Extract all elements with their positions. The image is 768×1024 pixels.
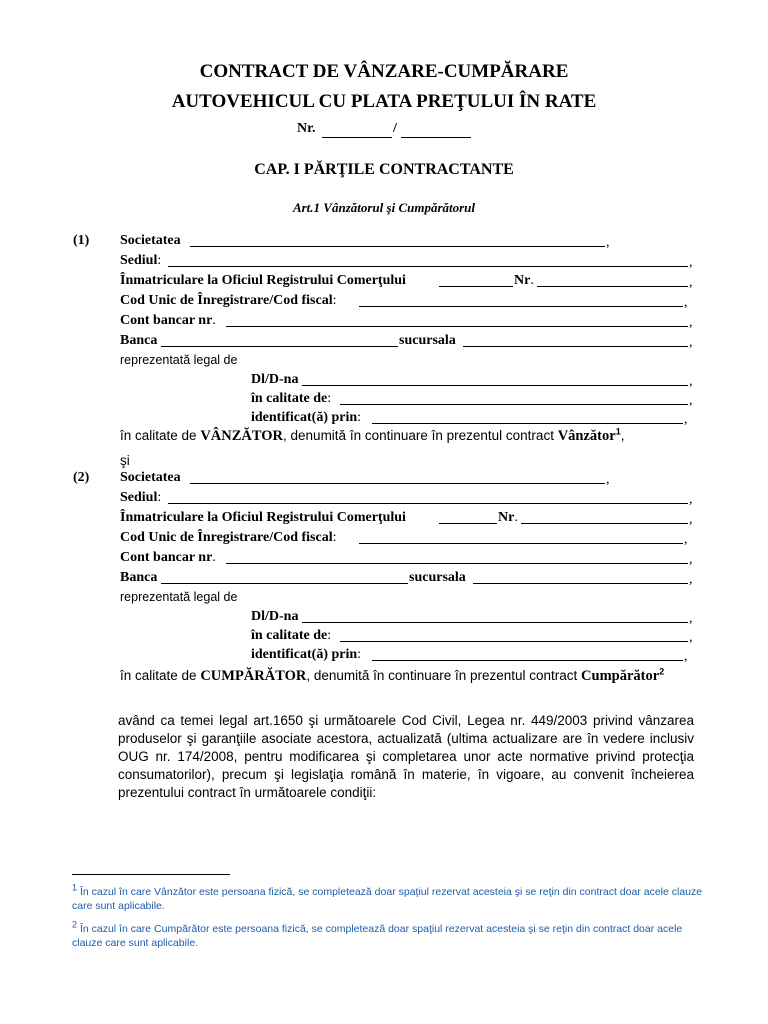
chapter-title: CAP. I PĂRŢILE CONTRACTANTE xyxy=(254,161,514,178)
party-2-calitate-comma: , xyxy=(689,630,693,645)
legal-basis-paragraph: având ca temei legal art.1650 şi următoarele Cod Civil, Legea nr. 449/2003 privind vânzarea produselor şi garanţiile asociate acestora, actualizată (ultima actualizare are în vedere inclusiv OUG nr. 174/2008, pentru modificarea şi completarea unor acte normative privind protecţia consumatorilor), precum şi legislaţia română în materie, în vigoare, au convenit încheierea prezentului contract în următoarele condiţii: xyxy=(118,713,694,800)
party-2-cont-label: Cont bancar nr. xyxy=(120,550,216,565)
party-2-nr-comma: , xyxy=(689,512,693,527)
party-2-societatea-label: Societatea xyxy=(120,470,181,485)
party-1-role: VÂNZĂTOR xyxy=(200,428,284,444)
party-2-sucursala-comma: , xyxy=(689,572,693,587)
party-2-sucursala-field[interactable] xyxy=(473,583,688,584)
party-1-cont-label: Cont bancar nr. xyxy=(120,313,216,328)
party-2-cont-field[interactable] xyxy=(226,563,688,564)
party-1-number: (1) xyxy=(73,233,90,248)
footnote-1-mark: 1 xyxy=(72,882,78,893)
party-1-identificat-field[interactable] xyxy=(372,423,683,424)
party-2-sucursala-label: sucursala xyxy=(409,570,466,585)
party-1-societatea-field[interactable] xyxy=(190,246,605,247)
party-2-inmatriculare-field[interactable] xyxy=(439,523,497,524)
party-2-role-short: Cumpărător xyxy=(581,668,660,684)
party-1-cui-label: Cod Unic de Înregistrare/Cod fiscal: xyxy=(120,293,337,308)
contract-number-label: Nr. xyxy=(297,121,316,136)
party-1-banca-label: Banca xyxy=(120,333,158,348)
document-title-line-1: CONTRACT DE VÂNZARE-CUMPĂRARE xyxy=(199,61,569,82)
party-2-calitate-label: în calitate de: xyxy=(251,628,332,643)
and-word: şi xyxy=(120,453,130,468)
party-1-nr-label: Nr. xyxy=(514,273,534,288)
party-1-identificat-label: identificat(ă) prin: xyxy=(251,410,362,425)
footnote-2 xyxy=(72,919,712,950)
party-1-inmatriculare-label: Înmatriculare la Oficiul Registrului Comerţului xyxy=(120,273,406,288)
party-2-dl-label: Dl/D-na xyxy=(251,609,299,624)
party-1-dl-field[interactable] xyxy=(302,385,688,386)
party-1-role-sentence: în calitate de VÂNZĂTOR, denumită în continuare în prezentul contract Vânzător$^1$, xyxy=(120,426,625,444)
party-2-role: CUMPĂRĂTOR xyxy=(200,668,307,684)
party-2-footnote-ref: 2 xyxy=(659,666,665,677)
party-2-nr-label: Nr. xyxy=(498,510,518,525)
party-1-calitate-label: în calitate de: xyxy=(251,391,332,406)
party-1-cui-comma: , xyxy=(684,295,688,310)
footnote-2-text: În cazul în care Cumpărător este persoana fizică, se completează doar spaţiul rezervat acesteia şi se reţin din contract doar acele clauze care sunt aplicabile. xyxy=(72,923,683,949)
party-2-calitate-field[interactable] xyxy=(340,641,688,642)
party-2-dl-comma: , xyxy=(689,611,693,626)
contract-number-slash: / xyxy=(393,121,397,136)
party-2-reprezentata-label: reprezentată legal de xyxy=(120,590,238,604)
party-1-societatea-comma: , xyxy=(606,235,610,250)
party-2-cui-comma: , xyxy=(684,532,688,547)
document-title-line-2: AUTOVEHICUL CU PLATA PREŢULUI ÎN RATE xyxy=(171,91,597,112)
party-1-cont-comma: , xyxy=(689,315,693,330)
party-2-cui-label: Cod Unic de Înregistrare/Cod fiscal: xyxy=(120,530,337,545)
article-title: Art.1 Vânzătorul şi Cumpărătorul xyxy=(292,200,476,215)
party-1-identificat-comma: , xyxy=(684,412,688,427)
party-2-number: (2) xyxy=(73,470,90,485)
party-1-sediul-field[interactable] xyxy=(168,266,688,267)
party-1-reprezentata-label: reprezentată legal de xyxy=(120,353,238,367)
party-2-societatea-field[interactable] xyxy=(190,483,605,484)
party-1-nr-field[interactable] xyxy=(537,286,688,287)
party-1-calitate-comma: , xyxy=(689,393,693,408)
party-1-sediul-label: Sediul: xyxy=(120,253,162,268)
party-1-role-short: Vânzător xyxy=(557,428,616,444)
party-1-societatea-label: Societatea xyxy=(120,233,181,248)
party-1-inmatriculare-field[interactable] xyxy=(439,286,513,287)
party-2-banca-label: Banca xyxy=(120,570,158,585)
footnote-2-mark: 2 xyxy=(72,919,78,930)
footnote-separator xyxy=(72,874,230,875)
party-2-identificat-comma: , xyxy=(684,649,688,664)
party-2-societatea-comma: , xyxy=(606,472,610,487)
party-1-dl-label: Dl/D-na xyxy=(251,372,299,387)
party-2-nr-field[interactable] xyxy=(521,523,688,524)
party-2-sediul-field[interactable] xyxy=(168,503,688,504)
party-2-cont-comma: , xyxy=(689,552,693,567)
footnote-1-text: În cazul în care Vânzător este persoana fizică, se completează doar spaţiul rezervat acesteia şi se reţin din contract doar acele clauze care sunt aplicabile. xyxy=(72,886,703,912)
party-1-sucursala-label: sucursala xyxy=(399,333,456,348)
footnote-1 xyxy=(72,882,712,913)
party-2-identificat-label: identificat(ă) prin: xyxy=(251,647,362,662)
party-2-banca-field[interactable] xyxy=(161,583,408,584)
party-1-dl-comma: , xyxy=(689,374,693,389)
contract-number-field[interactable] xyxy=(322,137,392,138)
party-2-role-sentence: în calitate de CUMPĂRĂTOR, denumită în continuare în prezentul contract Cumpărător$^2$ xyxy=(120,666,665,684)
party-2-identificat-field[interactable] xyxy=(372,660,683,661)
party-2-dl-field[interactable] xyxy=(302,622,688,623)
party-2-inmatriculare-label: Înmatriculare la Oficiul Registrului Comerţului xyxy=(120,510,406,525)
party-1-cont-field[interactable] xyxy=(226,326,688,327)
party-1-footnote-ref: 1 xyxy=(615,426,621,437)
party-1-nr-comma: , xyxy=(689,275,693,290)
party-2-sediul-comma: , xyxy=(689,492,693,507)
party-1-sucursala-comma: , xyxy=(689,335,693,350)
party-2-cui-field[interactable] xyxy=(359,543,683,544)
contract-date-field[interactable] xyxy=(401,137,471,138)
party-1-sediul-comma: , xyxy=(689,255,693,270)
party-1-banca-field[interactable] xyxy=(161,346,398,347)
party-2-sediul-label: Sediul: xyxy=(120,490,162,505)
party-1-cui-field[interactable] xyxy=(359,306,683,307)
party-1-calitate-field[interactable] xyxy=(340,404,688,405)
party-1-sucursala-field[interactable] xyxy=(463,346,688,347)
